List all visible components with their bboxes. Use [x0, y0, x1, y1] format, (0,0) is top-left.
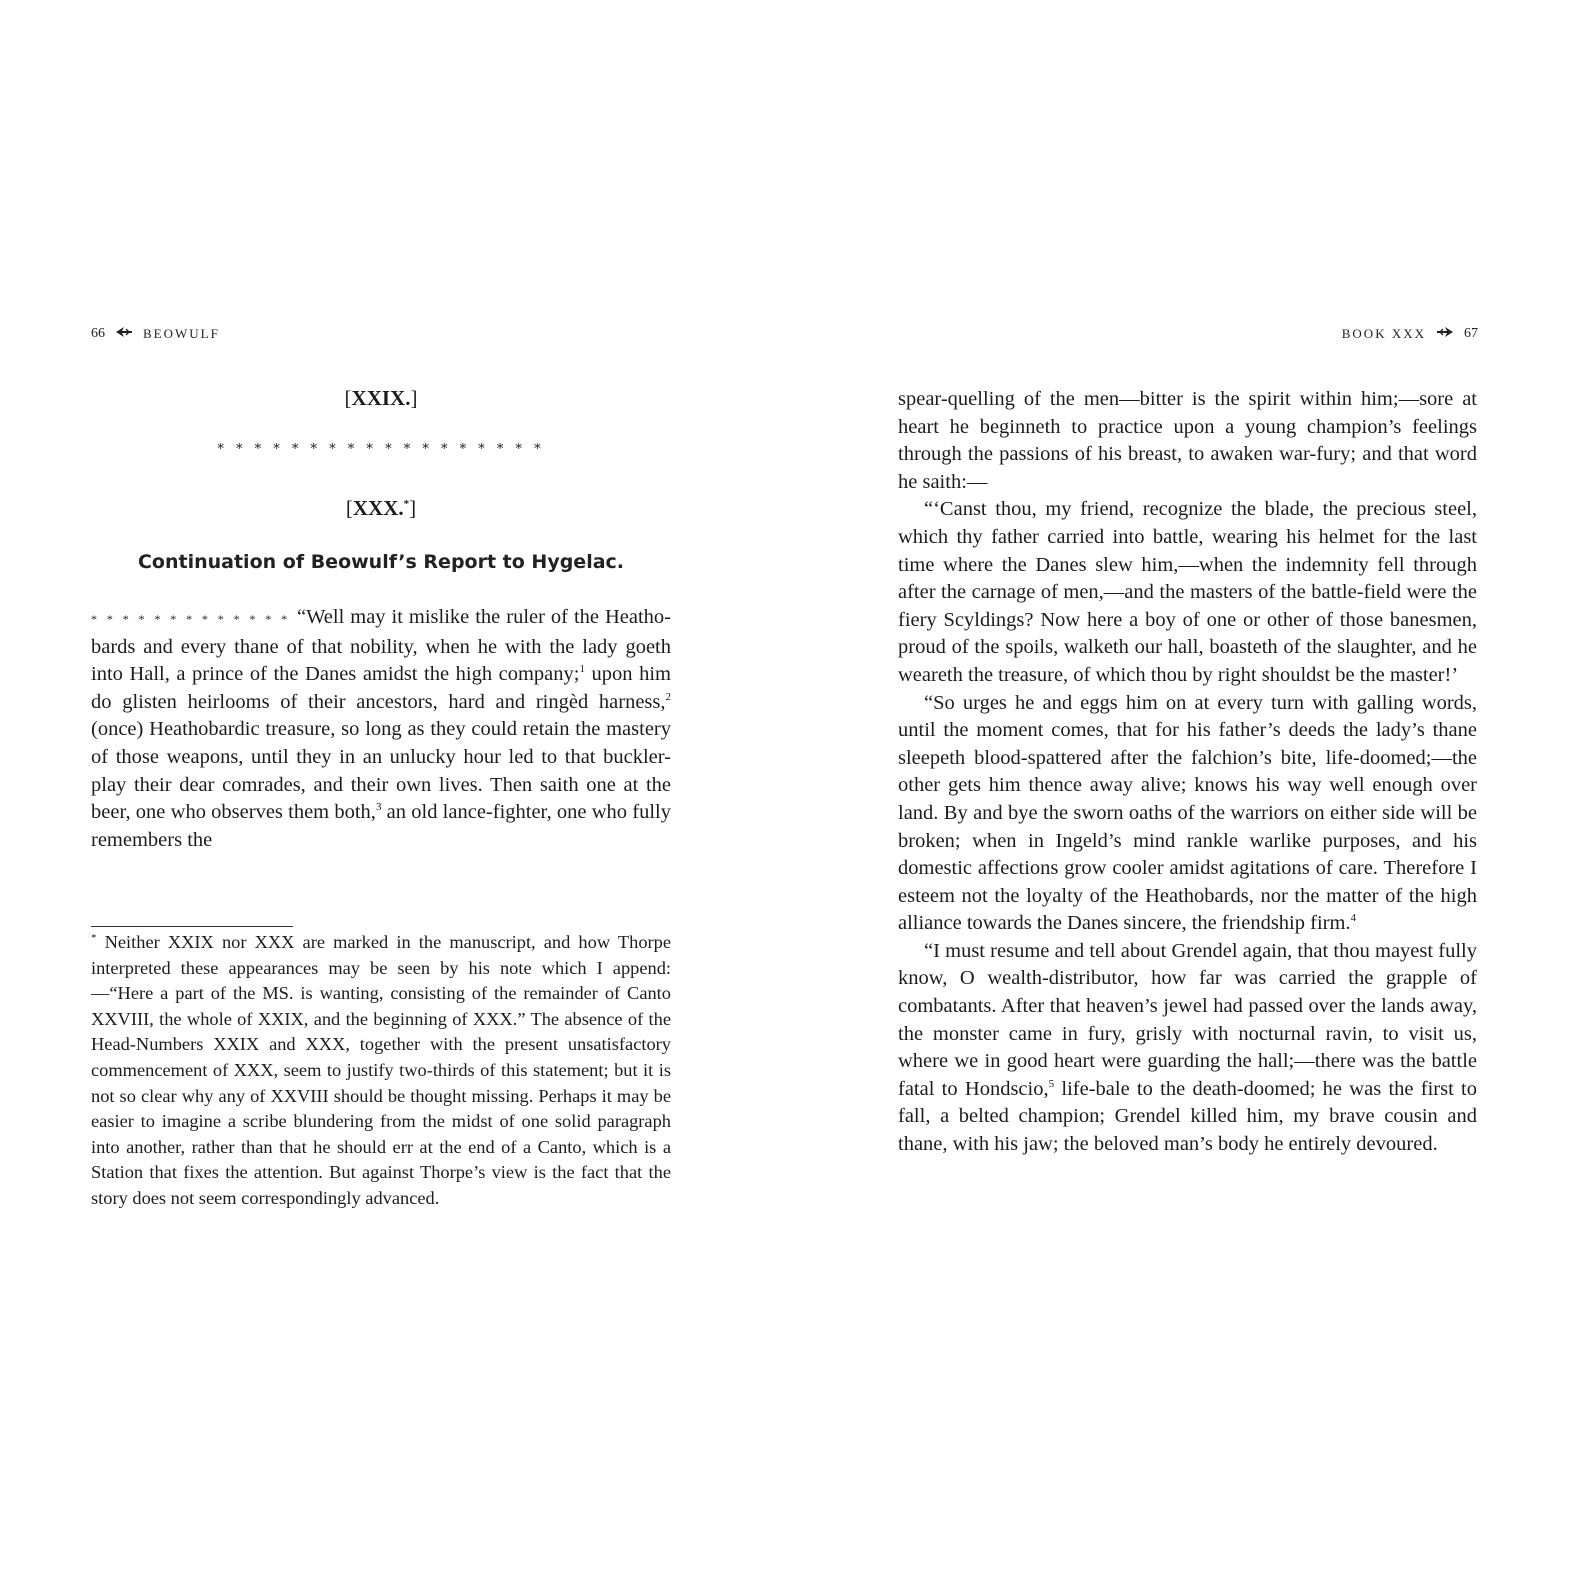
left-page — [0, 0, 784, 1569]
body-text-left — [91, 604, 671, 854]
footnote-ref-5: 5 — [1048, 1078, 1055, 1091]
body-text-right — [898, 386, 1477, 1159]
heading-xxx: [XXX.*] — [345, 496, 417, 520]
lead-asterisks: * * * * * * * * * * * * * — [91, 612, 297, 626]
footnote-ref-4: 4 — [1350, 912, 1357, 925]
body-segment-4: an old lance-fighter, one who fully remembers the — [91, 801, 672, 851]
paragraph-3-text: “So urges he and eggs him on at every turn with galling words, until the moment comes, that for his father’s deeds the lady’s thane sleepeth blood-spattered after the falchion’s bite, life-doomed;—the other gets him thence away alive; knows his way well enough over land. By and bye the sworn oaths of the warriors on either side will be broken; when in Ingeld’s mind rankle warlike purposes, and his domestic affections grow cooler amidst agitations of care. Therefore I esteem not the loyalty of the Heathobards, nor the matter of the high alliance towards the Danes sincere, the friendship firm. — [898, 691, 1477, 935]
footnote-ref-1: 1 — [579, 663, 585, 676]
footnote-ref-3: 3 — [375, 801, 382, 814]
heading-xxix-text: XXIX. — [351, 386, 411, 410]
page-number-right: 67 — [1464, 326, 1478, 341]
paragraph-4-text-b: life-bale to the death-doomed; he was the first to fall, a belted champion; Grendel killed him, my brave cousin and thane, with his jaw; the beloved man’s body he entirely devoured. — [898, 1077, 1477, 1156]
paragraph-4-text-a: “I must resume and tell about Grendel again, that thou mayest fully know, O wealth-distributor, how far was carried the grapple of combatants. After that heaven’s jewel had passed over the lands away, the monster came in fury, grisly with nocturnal ravin, to visit us, where we in good heart were guarding the hall;—there was the battle fatal to Hondscio, — [898, 939, 1477, 1100]
fleuron-ornament-icon — [1436, 324, 1454, 344]
body-paragraph-left — [91, 604, 671, 854]
footnote-rule — [91, 926, 293, 927]
running-head-right — [1342, 324, 1478, 344]
section-title: Continuation of Beowulf’s Report to Hygelac. — [137, 551, 625, 573]
footnote-ref-2: 2 — [665, 690, 671, 703]
body-segment-3: (once) Heathobardic treasure, so long as they could retain the mastery of those weapons, until they in an unlucky hour led to that buckler-play their dear comrades, and their own lives. Then saith one at the beer, one who observes them both, — [91, 718, 671, 824]
body-segment-1: “Well may it mislike the ruler of the Heatho-bards and every thane of that nobility, when he with the lady goeth into Hall, a prince of the Danes amidst the high company; — [91, 606, 671, 686]
running-title-left: BEOWULF — [143, 326, 220, 341]
heading-xxx-note-mark: * — [403, 498, 410, 510]
body-segment-2: upon him do glisten heirlooms of their ancestors, hard and ringèd harness, — [91, 663, 671, 713]
paragraph-1: spear-quelling of the men—bitter is the spirit within him;—sore at heart he beginneth to practice upon a young champion’s feelings through the passions of his breast, to awaken war-fury; and that word he saith:— — [898, 388, 1477, 493]
footnote-text: Neither XXIX nor XXX are marked in the manuscript, and how Thorpe interpreted these appearances may be seen by his note which I append:—“Here a part of the MS. is wanting, consisting of the remainder of Canto XXVIII, the whole of XXIX, and the beginning of XXX.” The absence of the Head-Numbers XXIX and XXX, together with the present unsatisfactory commencement of XXX, seem to justify two-thirds of this statement; but it is not so clear why any of XXVIII should be thought missing. Perhaps it may be easier to imagine a scribe blundering from the midst of one solid paragraph into another, rather than that he should err at the end of a Canto, which is a Station that fixes the attention. But against Thorpe’s view is the fact that the story does not seem correspondingly advanced. — [91, 932, 671, 1208]
right-page — [784, 0, 1569, 1569]
heading-xxx-text: XXX. — [352, 496, 404, 520]
heading-xxix: [XXIX.] — [344, 386, 418, 410]
fleuron-ornament-icon — [115, 324, 133, 344]
paragraph-3 — [898, 690, 1477, 938]
asterism-line: * * * * * * * * * * * * * * * * * * — [217, 442, 545, 457]
footnote-mark: * — [91, 931, 97, 944]
paragraph-4 — [898, 938, 1477, 1159]
running-title-right: BOOK XXX — [1341, 326, 1426, 341]
page-number-left: 66 — [91, 326, 105, 341]
running-head-left — [91, 324, 220, 344]
footnote — [91, 930, 671, 1212]
paragraph-2: “‘Canst thou, my friend, recognize the blade, the precious steel, which thy father carried into battle, wearing his helmet for the last time where the Danes slew him,—when the indemnity fell through after the carnage of men,—and the masters of the battle-field were the fiery Scyldings? Now here a boy of one or other of those banesmen, proud of the spoils, walketh our hall, boasteth of the slaughter, and he weareth the treasure, of which thou by right shouldst be the master!’ — [898, 498, 1477, 686]
